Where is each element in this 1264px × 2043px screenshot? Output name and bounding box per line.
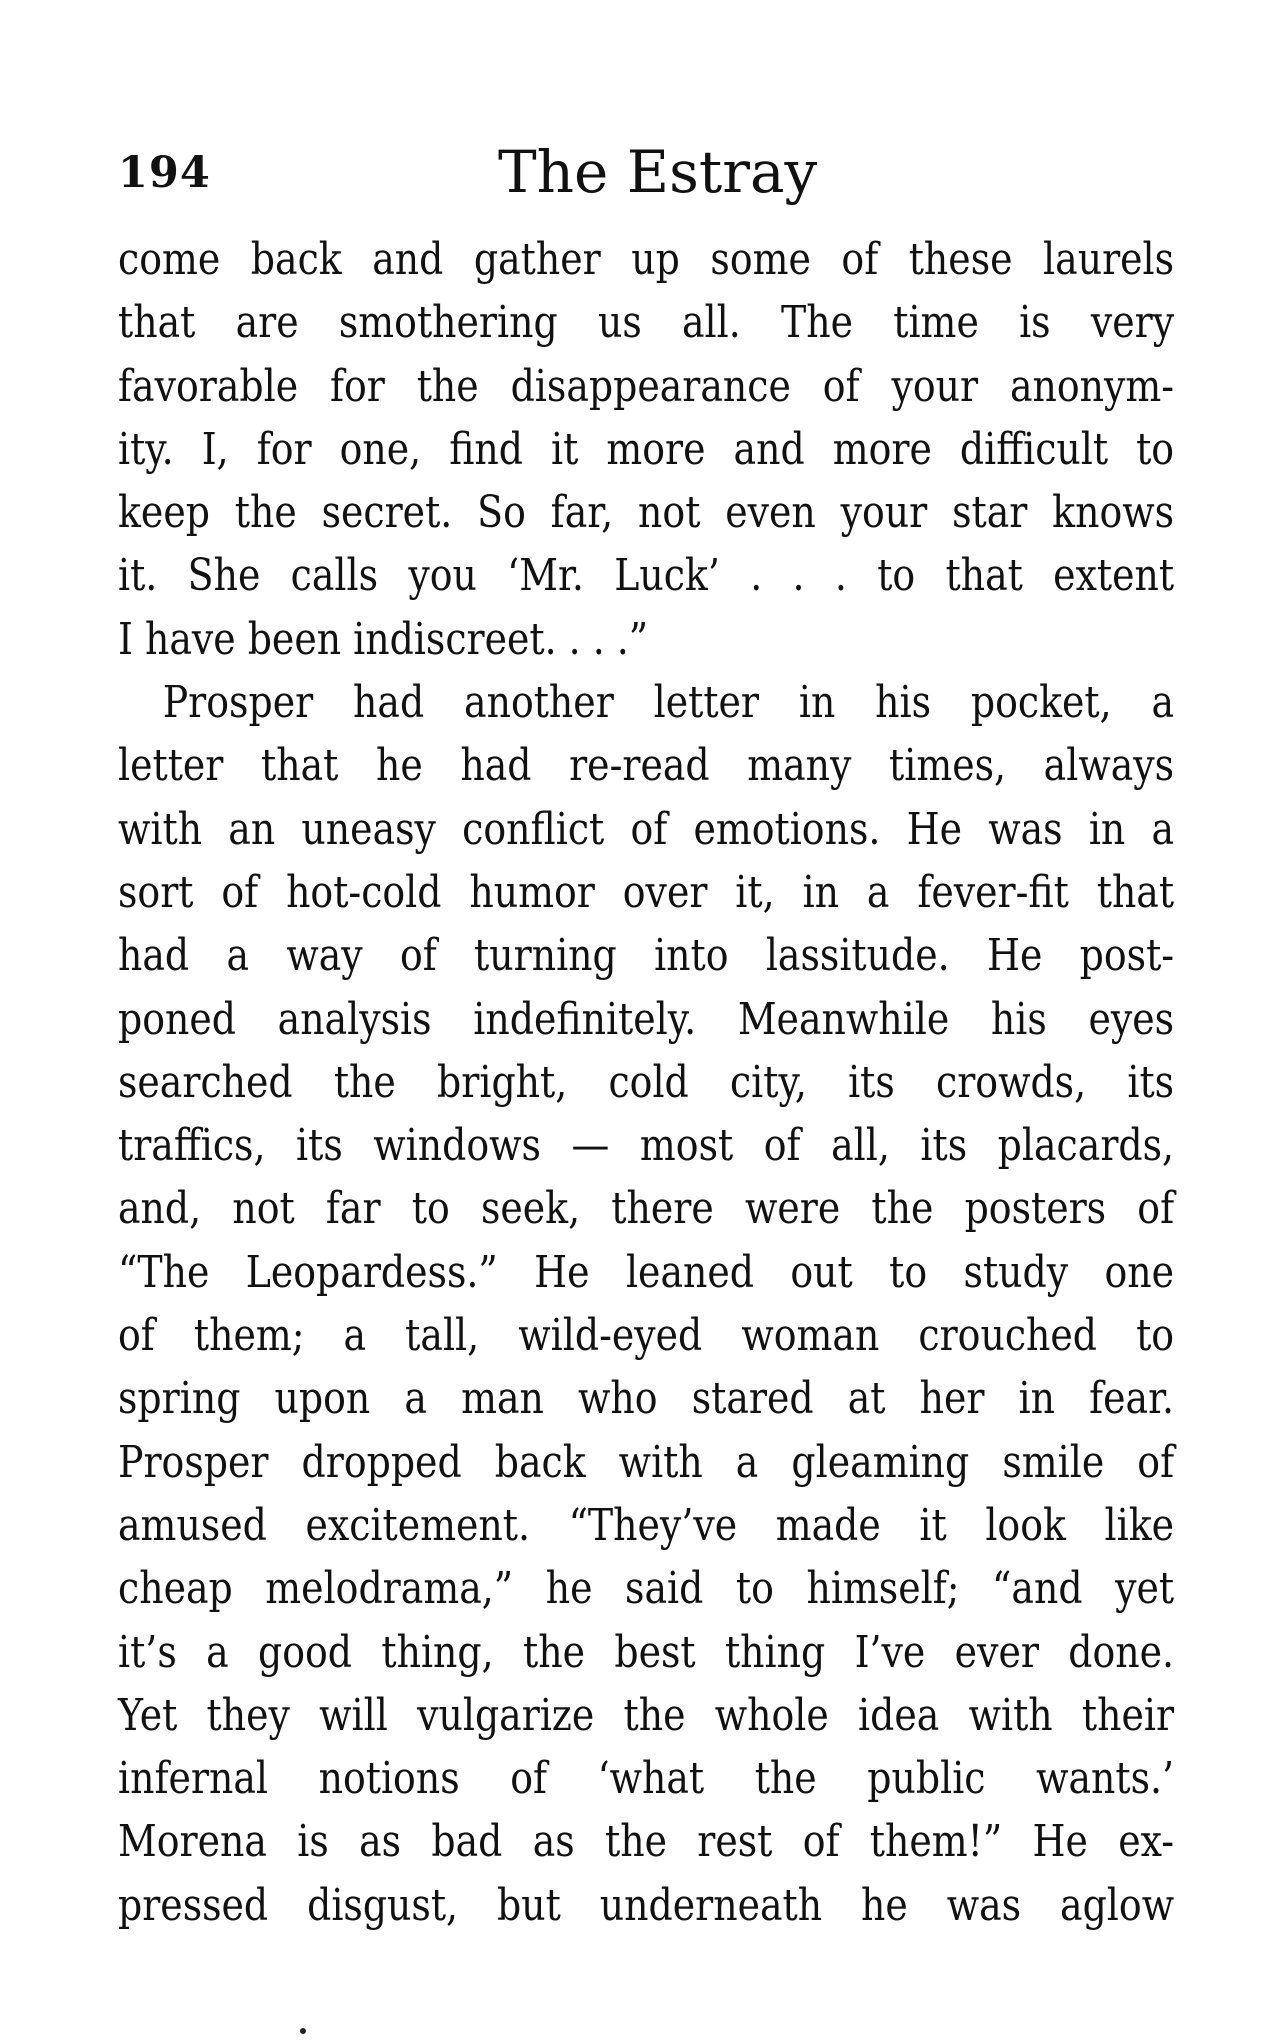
text-line: searched the bright, cold city, its crowds, its: [118, 1056, 1175, 1108]
text-line: of them; a tall, wild-eyed woman crouched to: [118, 1310, 1175, 1362]
text-line: Yet they will vulgarize the whole idea with their: [118, 1689, 1175, 1741]
text-line: amused excitement. “They’ve made it look like: [118, 1499, 1175, 1551]
text-line: infernal notions of ‘what the public wants.’: [118, 1753, 1175, 1805]
text-line: Morena is as bad as the rest of them!” He ex-: [118, 1816, 1175, 1868]
text-line: traffics, its windows — most of all, its placards,: [118, 1120, 1175, 1172]
page-number: 194: [118, 148, 211, 198]
text-line: I have been indiscreet. . . .”: [118, 613, 649, 665]
print-speck: [300, 2028, 306, 2034]
text-line: favorable for the disappearance of your anonym-: [118, 360, 1175, 412]
text-line: Prosper dropped back with a gleaming smile of: [118, 1436, 1175, 1488]
text-line: letter that he had re-read many times, always: [118, 740, 1175, 792]
text-line: sort of hot-cold humor over it, in a fever-fit that: [118, 866, 1175, 918]
text-line: it’s a good thing, the best thing I’ve ever done.: [118, 1626, 1175, 1678]
text-line: with an uneasy conflict of emotions. He was in a: [118, 803, 1175, 855]
running-head: [118, 138, 1174, 218]
text-line: ity. I, for one, find it more and more difficult to: [118, 423, 1175, 475]
body-text: [118, 228, 1174, 1937]
paragraph-start-line: Prosper had another letter in his pocket, a: [162, 677, 1175, 729]
text-line: and, not far to seek, there were the posters of: [118, 1183, 1175, 1235]
text-line: “The Leopardess.” He leaned out to study one: [118, 1246, 1175, 1298]
text-line: that are smothering us all. The time is very: [118, 297, 1175, 349]
text-line: come back and gather up some of these laurels: [118, 234, 1175, 285]
text-line: keep the secret. So far, not even your star knows: [118, 487, 1175, 539]
text-line: poned analysis indefinitely. Meanwhile his eyes: [118, 993, 1175, 1045]
text-line: it. She calls you ‘Mr. Luck’ . . . to that extent: [118, 550, 1175, 602]
text-line: had a way of turning into lassitude. He post-: [118, 930, 1175, 982]
text-line: pressed disgust, but underneath he was aglow: [118, 1879, 1175, 1931]
book-title: The Estray: [498, 138, 818, 206]
text-line: spring upon a man who stared at her in fear.: [118, 1373, 1175, 1425]
text-line: cheap melodrama,” he said to himself; “and yet: [118, 1563, 1175, 1615]
